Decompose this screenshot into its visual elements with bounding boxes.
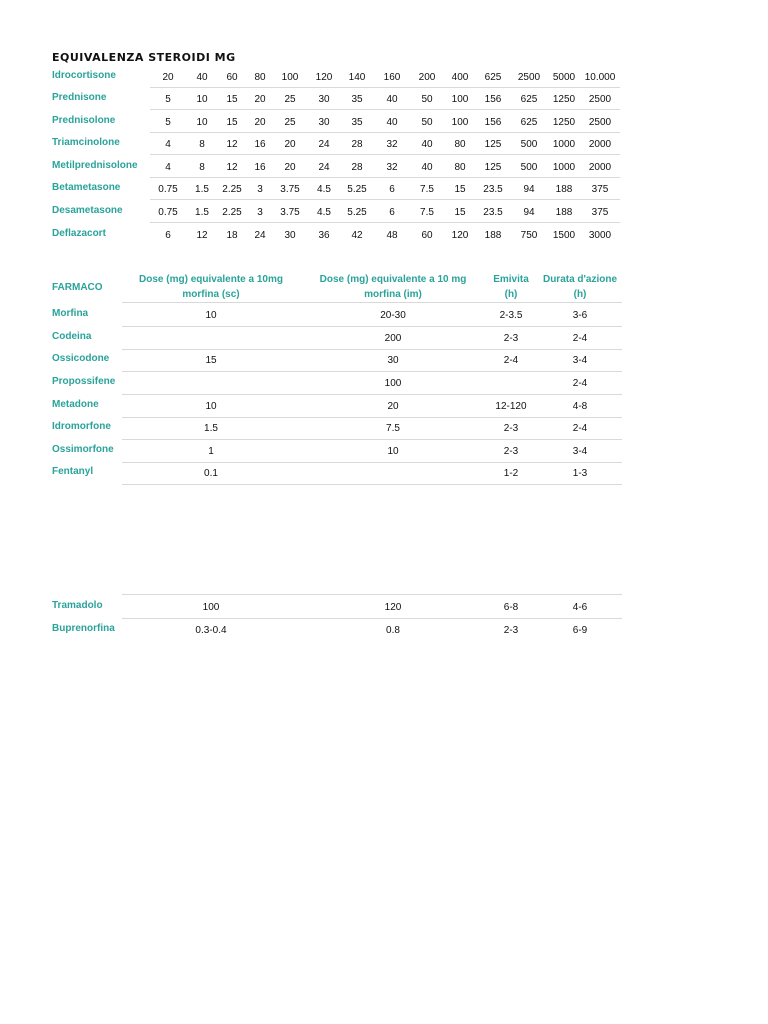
opioid-sc: 15 xyxy=(205,355,217,366)
steroid-value: 400 xyxy=(451,72,469,83)
steroid-value: 30 xyxy=(318,94,330,105)
steroid-value: 36 xyxy=(318,230,330,241)
opioid-name: Tramadolo xyxy=(52,600,103,611)
steroid-value: 40 xyxy=(421,162,433,173)
steroid-value: 2.25 xyxy=(222,207,242,218)
opioid-row xyxy=(52,623,622,645)
row-divider xyxy=(122,349,622,350)
steroid-row xyxy=(52,205,622,227)
steroid-value: 5.25 xyxy=(347,207,367,218)
steroid-value: 100 xyxy=(281,72,299,83)
steroid-name: Triamcinolone xyxy=(52,137,120,148)
steroid-value: 6 xyxy=(165,230,171,241)
steroid-value: 40 xyxy=(421,139,433,150)
steroid-value: 23.5 xyxy=(483,184,503,195)
steroid-value: 125 xyxy=(484,162,502,173)
steroid-value: 156 xyxy=(484,94,502,105)
steroid-value: 5000 xyxy=(552,72,576,83)
opioid-durata: 4-8 xyxy=(572,401,588,412)
steroid-value: 7.5 xyxy=(420,184,434,195)
steroid-value: 94 xyxy=(523,207,535,218)
steroid-value: 12 xyxy=(226,139,238,150)
steroid-value: 140 xyxy=(348,72,366,83)
steroid-value: 94 xyxy=(523,184,535,195)
steroid-value: 100 xyxy=(451,117,469,128)
steroid-value: 156 xyxy=(484,117,502,128)
steroid-row xyxy=(52,92,622,114)
opioid-sc: 1.5 xyxy=(204,423,218,434)
steroid-value: 2500 xyxy=(517,72,541,83)
steroid-value: 24 xyxy=(318,139,330,150)
steroid-value: 40 xyxy=(386,117,398,128)
steroid-value: 100 xyxy=(451,94,469,105)
steroid-value: 80 xyxy=(254,72,266,83)
steroid-value: 15 xyxy=(226,117,238,128)
row-divider xyxy=(122,484,622,485)
header-farmaco: FARMACO xyxy=(52,282,103,293)
opioid-sc: 10 xyxy=(205,401,217,412)
steroid-row xyxy=(52,228,622,250)
row-divider xyxy=(150,177,620,178)
steroid-value: 10.000 xyxy=(584,72,616,83)
steroid-value: 3 xyxy=(257,207,263,218)
steroid-value: 1.5 xyxy=(195,207,209,218)
steroid-value: 0.75 xyxy=(158,184,178,195)
steroid-value: 5 xyxy=(165,117,171,128)
header-dose-sc: Dose (mg) equivalente a 10mg morfina (sc) xyxy=(139,274,283,300)
row-divider xyxy=(150,222,620,223)
steroid-value: 28 xyxy=(351,162,363,173)
steroid-name: Betametasone xyxy=(52,182,121,193)
opioid-durata: 3-6 xyxy=(572,310,588,321)
steroid-value: 1250 xyxy=(552,94,576,105)
opioid-im: 20 xyxy=(387,401,399,412)
opioid-durata: 2-4 xyxy=(572,423,588,434)
steroid-value: 18 xyxy=(226,230,238,241)
opioid-emivita: 2-3 xyxy=(503,446,519,457)
steroid-value: 500 xyxy=(520,139,538,150)
opioid-name: Codeina xyxy=(52,331,92,342)
opioid-sc: 10 xyxy=(205,310,217,321)
opioid-im: 30 xyxy=(387,355,399,366)
steroid-value: 32 xyxy=(386,139,398,150)
steroid-value: 3000 xyxy=(588,230,612,241)
steroid-value: 6 xyxy=(389,207,395,218)
steroid-value: 188 xyxy=(555,184,573,195)
steroid-value: 8 xyxy=(199,139,205,150)
opioid-durata: 4-6 xyxy=(572,602,588,613)
steroid-value: 24 xyxy=(318,162,330,173)
steroid-value: 60 xyxy=(421,230,433,241)
opioid-durata: 6-9 xyxy=(572,625,588,636)
steroid-row xyxy=(52,137,622,159)
opioid-emivita: 2-3 xyxy=(503,423,519,434)
steroid-value: 3.75 xyxy=(280,207,300,218)
steroid-value: 2000 xyxy=(588,139,612,150)
opioid-emivita: 2-4 xyxy=(503,355,519,366)
opioid-sc: 1 xyxy=(208,446,214,457)
opioid-emivita: 12-120 xyxy=(495,401,527,412)
steroid-value: 5 xyxy=(165,94,171,105)
steroid-value: 6 xyxy=(389,184,395,195)
row-divider xyxy=(122,394,622,395)
steroid-value: 120 xyxy=(451,230,469,241)
steroid-value: 30 xyxy=(284,230,296,241)
row-divider xyxy=(150,132,620,133)
row-divider xyxy=(150,109,620,110)
opioid-name: Metadone xyxy=(52,399,99,410)
steroid-row xyxy=(52,182,622,204)
steroid-value: 40 xyxy=(386,94,398,105)
steroid-value: 1500 xyxy=(552,230,576,241)
opioid-durata: 3-4 xyxy=(572,446,588,457)
steroid-name: Deflazacort xyxy=(52,228,106,239)
steroid-value: 20 xyxy=(162,72,174,83)
steroid-value: 10 xyxy=(196,94,208,105)
steroid-value: 15 xyxy=(454,207,466,218)
steroid-value: 2000 xyxy=(588,162,612,173)
steroid-value: 8 xyxy=(199,162,205,173)
steroid-value: 4 xyxy=(165,139,171,150)
row-divider xyxy=(150,87,620,88)
row-divider xyxy=(122,618,622,619)
steroid-value: 28 xyxy=(351,139,363,150)
steroid-value: 0.75 xyxy=(158,207,178,218)
steroid-value: 15 xyxy=(226,94,238,105)
steroid-value: 188 xyxy=(555,207,573,218)
steroid-value: 24 xyxy=(254,230,266,241)
steroid-value: 1250 xyxy=(552,117,576,128)
opioid-im: 0.8 xyxy=(386,625,400,636)
steroid-row xyxy=(52,160,622,182)
steroid-value: 20 xyxy=(254,94,266,105)
opioid-name: Idromorfone xyxy=(52,421,111,432)
opioid-durata: 1-3 xyxy=(572,468,588,479)
steroid-value: 16 xyxy=(254,162,266,173)
steroid-value: 20 xyxy=(254,117,266,128)
steroid-value: 35 xyxy=(351,94,363,105)
opioid-emivita: 2-3.5 xyxy=(499,310,523,321)
steroid-value: 750 xyxy=(520,230,538,241)
steroid-value: 50 xyxy=(421,94,433,105)
steroid-value: 20 xyxy=(284,139,296,150)
opioid-im: 200 xyxy=(384,333,402,344)
steroid-value: 35 xyxy=(351,117,363,128)
opioid-emivita: 2-3 xyxy=(503,625,519,636)
opioid-name: Propossifene xyxy=(52,376,116,387)
steroid-value: 20 xyxy=(284,162,296,173)
steroid-value: 3.75 xyxy=(280,184,300,195)
steroid-value: 2500 xyxy=(588,117,612,128)
steroid-value: 30 xyxy=(318,117,330,128)
steroid-value: 16 xyxy=(254,139,266,150)
steroid-value: 23.5 xyxy=(483,207,503,218)
header-durata: Durata d'azione (h) xyxy=(542,274,618,300)
steroid-value: 2500 xyxy=(588,94,612,105)
steroid-value: 12 xyxy=(196,230,208,241)
row-divider xyxy=(122,371,622,372)
steroid-value: 4.5 xyxy=(317,184,331,195)
steroid-value: 160 xyxy=(383,72,401,83)
opioid-name: Morfina xyxy=(52,308,89,319)
steroid-value: 40 xyxy=(196,72,208,83)
opioid-durata: 2-4 xyxy=(572,333,588,344)
steroid-value: 1.5 xyxy=(195,184,209,195)
opioid-im: 7.5 xyxy=(386,423,400,434)
steroid-value: 25 xyxy=(284,117,296,128)
opioid-emivita: 1-2 xyxy=(503,468,519,479)
steroid-value: 10 xyxy=(196,117,208,128)
opioid-im: 100 xyxy=(384,378,402,389)
steroid-value: 188 xyxy=(484,230,502,241)
row-divider xyxy=(122,417,622,418)
opioid-emivita: 6-8 xyxy=(503,602,519,613)
steroid-value: 12 xyxy=(226,162,238,173)
steroid-value: 1000 xyxy=(552,139,576,150)
steroid-name: Prednisone xyxy=(52,92,107,103)
steroid-name: Prednisolone xyxy=(52,115,116,126)
steroid-value: 625 xyxy=(484,72,502,83)
steroid-value: 4.5 xyxy=(317,207,331,218)
steroid-name: Idrocortisone xyxy=(52,70,116,81)
steroid-value: 375 xyxy=(591,184,609,195)
steroid-value: 48 xyxy=(386,230,398,241)
steroid-row xyxy=(52,70,622,92)
opioid-name: Buprenorfina xyxy=(52,623,115,634)
opioid-sc: 100 xyxy=(202,602,220,613)
opioid-durata: 3-4 xyxy=(572,355,588,366)
steroid-value: 375 xyxy=(591,207,609,218)
row-divider xyxy=(150,199,620,200)
opioid-name: Fentanyl xyxy=(52,466,94,477)
row-divider xyxy=(122,462,622,463)
opioid-name: Ossicodone xyxy=(52,353,110,364)
steroid-value: 5.25 xyxy=(347,184,367,195)
opioid-im: 10 xyxy=(387,446,399,457)
steroid-name: Desametasone xyxy=(52,205,123,216)
steroid-value: 125 xyxy=(484,139,502,150)
header-emivita: Emivita (h) xyxy=(493,274,529,300)
steroid-value: 120 xyxy=(315,72,333,83)
steroid-name: Metilprednisolone xyxy=(52,160,138,171)
steroid-value: 4 xyxy=(165,162,171,173)
opioid-durata: 2-4 xyxy=(572,378,588,389)
header-dose-im: Dose (mg) equivalente a 10 mg morfina (im) xyxy=(319,274,467,300)
row-divider xyxy=(150,154,620,155)
opioid-im: 20-30 xyxy=(380,310,406,321)
opioid-emivita: 2-3 xyxy=(503,333,519,344)
row-divider xyxy=(122,302,622,303)
steroid-value: 3 xyxy=(257,184,263,195)
steroid-value: 32 xyxy=(386,162,398,173)
steroid-value: 80 xyxy=(454,162,466,173)
steroid-value: 1000 xyxy=(552,162,576,173)
opioid-name: Ossimorfone xyxy=(52,444,114,455)
steroid-value: 42 xyxy=(351,230,363,241)
row-divider xyxy=(122,594,622,595)
steroid-value: 500 xyxy=(520,162,538,173)
steroid-value: 80 xyxy=(454,139,466,150)
steroid-value: 60 xyxy=(226,72,238,83)
steroid-value: 200 xyxy=(418,72,436,83)
steroid-table-title: EQUIVALENZA STEROIDI MG xyxy=(52,51,236,64)
row-divider xyxy=(122,326,622,327)
steroid-value: 625 xyxy=(520,94,538,105)
opioid-im: 120 xyxy=(384,602,402,613)
row-divider xyxy=(122,439,622,440)
steroid-value: 25 xyxy=(284,94,296,105)
steroid-value: 50 xyxy=(421,117,433,128)
opioid-sc: 0.3-0.4 xyxy=(195,625,227,636)
steroid-value: 7.5 xyxy=(420,207,434,218)
opioid-sc: 0.1 xyxy=(204,468,218,479)
steroid-value: 2.25 xyxy=(222,184,242,195)
steroid-value: 15 xyxy=(454,184,466,195)
steroid-row xyxy=(52,115,622,137)
steroid-value: 625 xyxy=(520,117,538,128)
